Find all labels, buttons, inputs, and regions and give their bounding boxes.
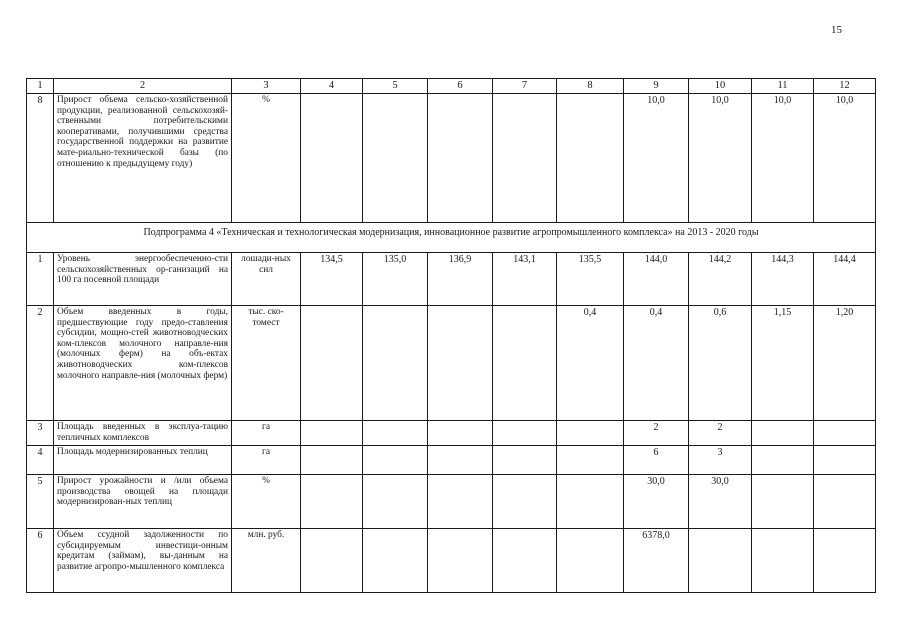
value-cell xyxy=(556,528,624,593)
value-cell xyxy=(751,528,814,593)
value-cell xyxy=(362,474,428,529)
value-cell xyxy=(556,420,624,446)
subprogram-heading: Подпрограмма 4 «Техническая и технологическая модернизация, инновационное развитие агропромышленного комплекса» на 2013 - 2020 годы xyxy=(26,222,876,253)
unit-cell: % xyxy=(231,474,301,529)
value-cell xyxy=(556,474,624,529)
value-cell: 10,0 xyxy=(688,93,752,223)
row-number: 3 xyxy=(26,420,54,446)
header-cell: 11 xyxy=(751,78,814,94)
value-cell xyxy=(362,528,428,593)
value-cell: 0,4 xyxy=(623,305,689,421)
value-cell: 144,3 xyxy=(751,252,814,306)
row-number: 6 xyxy=(26,528,54,593)
header-cell: 1 xyxy=(26,78,54,94)
value-cell: 0,6 xyxy=(688,305,752,421)
value-cell: 10,0 xyxy=(623,93,689,223)
value-cell xyxy=(813,420,876,446)
unit-cell: млн. руб. xyxy=(231,528,301,593)
value-cell: 30,0 xyxy=(688,474,752,529)
value-cell xyxy=(751,474,814,529)
value-cell: 10,0 xyxy=(813,93,876,223)
value-cell xyxy=(492,445,557,475)
unit-cell: га xyxy=(231,445,301,475)
value-cell xyxy=(362,93,428,223)
value-cell xyxy=(813,474,876,529)
header-cell: 4 xyxy=(300,78,363,94)
value-cell xyxy=(300,93,363,223)
value-cell xyxy=(492,474,557,529)
header-cell: 12 xyxy=(813,78,876,94)
indicator-name: Объем ссудной задолженности по субсидируемым инвестици-онным кредитам (займам), вы-данным на развитие агропро-мышленного комплекса xyxy=(53,528,232,593)
value-cell xyxy=(813,528,876,593)
value-cell: 3 xyxy=(688,445,752,475)
value-cell xyxy=(492,93,557,223)
value-cell xyxy=(492,420,557,446)
value-cell xyxy=(427,305,493,421)
value-cell: 134,5 xyxy=(300,252,363,306)
indicator-name: Площадь введенных в эксплуа-тацию тепличных комплексов xyxy=(53,420,232,446)
indicator-name: Прирост объема сельско-хозяйственной продукции, реализованной сельскохозяй-ственными потребительскими кооперативами, получившими средства государственной поддержки на развитие мате-риально-технической базы (по отношению к предыдущему году) xyxy=(53,93,232,223)
value-cell xyxy=(427,93,493,223)
header-cell: 9 xyxy=(623,78,689,94)
value-cell xyxy=(300,474,363,529)
page-number: 15 xyxy=(831,24,842,36)
value-cell: 1,20 xyxy=(813,305,876,421)
header-cell: 2 xyxy=(53,78,232,94)
value-cell xyxy=(556,445,624,475)
value-cell: 2 xyxy=(688,420,752,446)
value-cell: 135,5 xyxy=(556,252,624,306)
value-cell: 144,4 xyxy=(813,252,876,306)
value-cell xyxy=(688,528,752,593)
value-cell xyxy=(362,445,428,475)
value-cell: 0,4 xyxy=(556,305,624,421)
indicator-name: Объем введенных в годы, предшествующие году предо-ставления субсидии, мощно-стей животноводческих ком-плексов молочного направле-ния (молочных ферм) на объ-ектах животноводческих ком-плексов молочного направле-ния (молочных ферм) xyxy=(53,305,232,421)
value-cell: 143,1 xyxy=(492,252,557,306)
header-cell: 5 xyxy=(362,78,428,94)
indicator-name: Площадь модернизированных теплиц xyxy=(53,445,232,475)
value-cell: 136,9 xyxy=(427,252,493,306)
value-cell xyxy=(427,445,493,475)
header-cell: 3 xyxy=(231,78,301,94)
row-number: 1 xyxy=(26,252,54,306)
value-cell: 2 xyxy=(623,420,689,446)
value-cell xyxy=(427,474,493,529)
value-cell xyxy=(492,305,557,421)
value-cell: 144,0 xyxy=(623,252,689,306)
indicator-name: Прирост урожайности и /или объема производства овощей на площади модернизирован-ных теплиц xyxy=(53,474,232,529)
indicator-name: Уровень энергообеспеченно-сти сельскохозяйственных ор-ганизаций на 100 га посевной площади xyxy=(53,252,232,306)
row-number: 5 xyxy=(26,474,54,529)
value-cell xyxy=(300,528,363,593)
value-cell: 144,2 xyxy=(688,252,752,306)
value-cell: 1,15 xyxy=(751,305,814,421)
value-cell xyxy=(813,445,876,475)
row-number: 4 xyxy=(26,445,54,475)
value-cell: 135,0 xyxy=(362,252,428,306)
header-cell: 7 xyxy=(492,78,557,94)
value-cell: 6 xyxy=(623,445,689,475)
unit-cell: тыс. ско-томест xyxy=(231,305,301,421)
value-cell xyxy=(427,528,493,593)
value-cell xyxy=(300,420,363,446)
value-cell xyxy=(492,528,557,593)
unit-cell: лошади-ных сил xyxy=(231,252,301,306)
value-cell xyxy=(362,305,428,421)
header-cell: 10 xyxy=(688,78,752,94)
value-cell xyxy=(751,445,814,475)
value-cell xyxy=(362,420,428,446)
value-cell: 10,0 xyxy=(751,93,814,223)
value-cell xyxy=(300,305,363,421)
unit-cell: % xyxy=(231,93,301,223)
unit-cell: га xyxy=(231,420,301,446)
row-number: 8 xyxy=(26,93,54,223)
header-cell: 6 xyxy=(427,78,493,94)
value-cell xyxy=(427,420,493,446)
header-cell: 8 xyxy=(556,78,624,94)
value-cell xyxy=(751,420,814,446)
value-cell: 30,0 xyxy=(623,474,689,529)
value-cell xyxy=(300,445,363,475)
value-cell: 6378,0 xyxy=(623,528,689,593)
row-number: 2 xyxy=(26,305,54,421)
value-cell xyxy=(556,93,624,223)
